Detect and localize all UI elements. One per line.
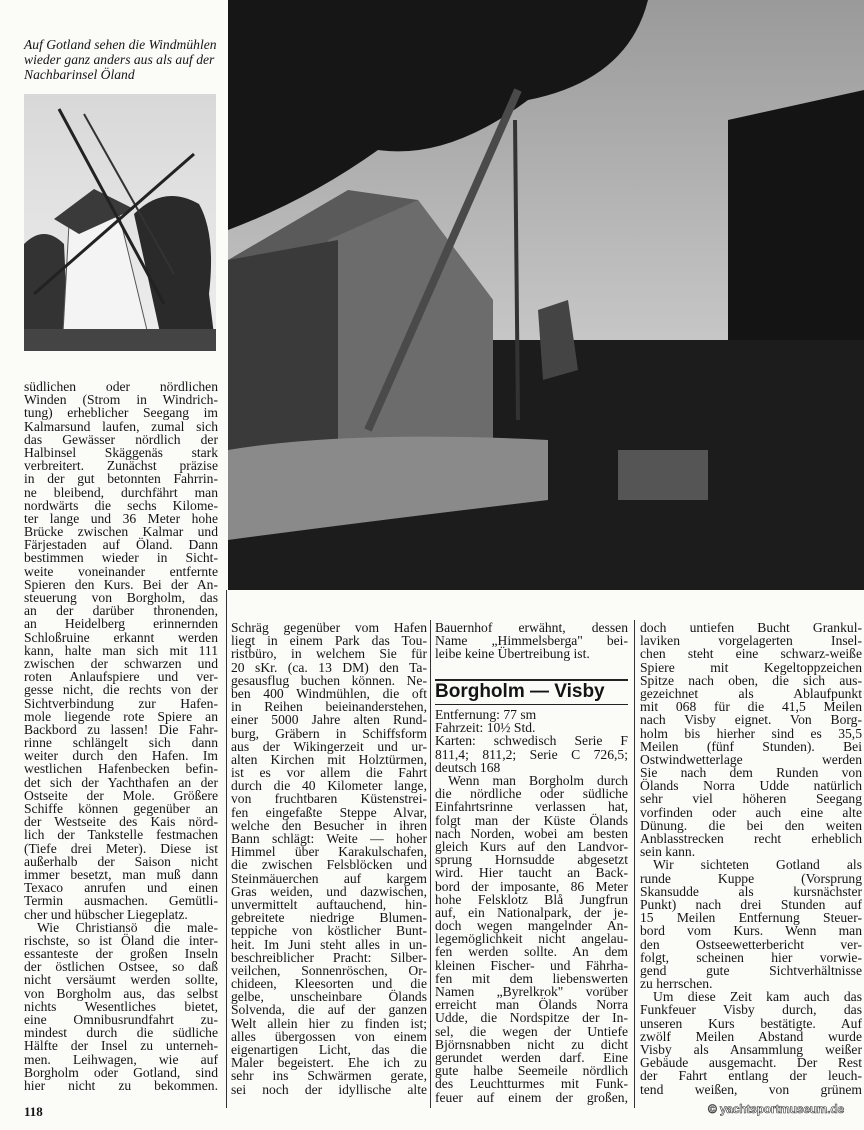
text-line: Winden (Strom in Windrich-	[24, 392, 218, 408]
watermark: © yachtsportmuseum.de	[708, 1102, 845, 1116]
info-line: Karten: schwedisch Serie F	[435, 733, 628, 749]
text-line: (Tiefe drei Meter). Diese ist	[24, 840, 218, 856]
text-line: Schloßruine erkannt werden	[24, 629, 218, 645]
text-line: Schräg gegenüber vom Hafen	[231, 620, 427, 635]
text-line: in Reihen beieinanderstehen,	[231, 699, 427, 715]
text-line: Ölands Norra Udde natürlich	[640, 778, 862, 794]
text-line: sein kann.	[640, 844, 696, 860]
text-line: Maler begeistert. Ehe ich zu	[231, 1055, 427, 1071]
text-line: Gebäude ausgemacht. Der Rest	[640, 1055, 862, 1071]
text-line: weite voneinander entfernte	[24, 563, 218, 579]
text-line: Name „Himmelsberga" bei-	[435, 633, 628, 649]
text-line: fen werden sollte. An dem	[435, 944, 628, 960]
text-line: außerhalb der Saison nicht	[24, 853, 218, 869]
text-line: gesse nicht, die rechts von der	[24, 682, 218, 698]
text-line: gebreitete niedrige Blumen-	[231, 910, 427, 926]
text-line: teppiche von köstlicher Bunt-	[231, 923, 427, 939]
text-line: folgt man der Küste Ölands	[435, 812, 628, 828]
text-line: sehr ins Schwärmen gerate,	[231, 1068, 427, 1084]
text-line: der Fahrt entlang der leuch-	[640, 1068, 862, 1084]
text-line: an der darüber thronenden,	[24, 603, 218, 619]
text-line: fen eingefaßte Steppe Alvar,	[231, 804, 427, 820]
column-divider	[226, 590, 227, 1108]
text-line: kann, halte man sich mit 111	[24, 642, 218, 658]
text-line: alten Kirchen mit Holztürmen,	[231, 751, 427, 767]
text-line: ter lange und 36 Meter hohe	[24, 510, 218, 526]
text-line: die zwischen Felsblöcken und	[231, 857, 427, 873]
text-line: aus der Wikingerzeit und ur-	[231, 738, 427, 754]
text-line: liegt in einem Park das Tou-	[231, 633, 427, 649]
text-line: gute halbe Seemeile nördlich	[435, 1063, 628, 1079]
text-line: Dünung. die bei den weiten	[640, 817, 862, 833]
text-line: Wie Christiansö die male-	[37, 919, 218, 935]
text-line: sel, die wegen der Untiefe	[435, 1023, 628, 1039]
text-line: Wir sichteten Gotland als	[653, 857, 862, 873]
text-line: Einfahrtsrinne verlassen hat,	[435, 799, 628, 815]
text-line: Termin ausmachen. Gemütli-	[24, 893, 218, 909]
text-line: hohe Felsklotz Blå Jungfrun	[435, 891, 628, 907]
text-line: heit. Im Juni steht alles in un-	[231, 936, 427, 952]
text-line: Schiffe können gegenüber an	[24, 801, 218, 816]
text-line: von Borgholm aus, das selbst	[24, 985, 218, 1001]
text-line: burg, Gräbern in Schiffsform	[231, 725, 427, 741]
text-line: durch die 40 Kilometer lange,	[231, 778, 427, 794]
text-line: ben 400 Windmühlen, die oft	[231, 685, 427, 701]
text-line: Wenn man Borgholm durch	[448, 773, 628, 788]
text-line: verbreitert. Zunächst präzise	[24, 458, 218, 474]
route-info	[435, 708, 628, 774]
text-line: gezeichnet als Ablaufpunkt	[640, 685, 862, 701]
column-divider	[430, 620, 431, 1108]
text-line: Funkfeuer Visby durch, das	[640, 1002, 862, 1018]
text-line: unseren Kurs bestätigte. Auf	[640, 1015, 862, 1031]
text-line: bord der imposante, 86 Meter	[435, 878, 628, 894]
text-line: 15 Meilen Entfernung Steuer-	[640, 910, 862, 926]
text-line: chen steht eine schwarz-weiße	[640, 646, 862, 662]
text-line: eigenartigen Licht, das die	[231, 1042, 427, 1057]
info-line: Entfernung: 77 sm	[435, 707, 537, 722]
text-line: Himmel über Karakulschafen,	[231, 844, 427, 860]
text-line: Visby als Ansammlung weißer	[640, 1042, 862, 1057]
text-line: die nördliche oder südliche	[435, 786, 628, 802]
text-line: Um diese Zeit kam auch das	[653, 989, 862, 1005]
text-column-3	[435, 774, 628, 1104]
text-line: gleich Kurs auf den Landvor-	[435, 838, 628, 854]
text-line: südlichen oder nördlichen	[24, 379, 218, 394]
text-line: legemöglichkeit nicht angelau-	[435, 931, 628, 947]
text-line: lich der Tankstelle festmachen	[24, 827, 218, 843]
text-line: gend gute Sichtverhältnisse	[640, 962, 862, 978]
text-line: Sichtverbindung zur Hafen-	[24, 695, 218, 711]
text-line: feuer auf einem der großen,	[435, 1089, 628, 1105]
text-line: folgt, scheinen hier vorwie-	[640, 949, 862, 965]
text-line: Punkt) nach drei Stunden auf	[640, 896, 862, 912]
section-heading: Borgholm — Visby	[435, 681, 605, 702]
photo-caption: Auf Gotland sehen die Windmühlen wieder ganz anders aus als auf der Nachbarinsel Öland	[24, 37, 217, 82]
column-divider	[634, 620, 635, 1108]
farmstead-photo	[228, 0, 864, 590]
text-line: immer besetzt, man muß dann	[24, 866, 218, 882]
text-line: gerundet werden darf. Eine	[435, 1049, 628, 1065]
text-line: steuerung von Borgholm, das	[24, 590, 218, 605]
text-line: ristbüro, in welchem Sie für	[231, 646, 427, 662]
text-line: beschreiblicher Pracht: Silber-	[231, 949, 427, 965]
text-line: holm bis hierher sind es 35,5	[640, 725, 862, 741]
text-line: nach Visby eignet. Von Borg-	[640, 712, 862, 728]
text-line: Spitze nach oben, die sich aus-	[640, 672, 862, 688]
text-line: Namen „Byrelkrok" vorüber	[435, 984, 628, 999]
text-line: bord vom Kurs. Wenn man	[640, 923, 862, 939]
text-column-1	[24, 380, 218, 1092]
text-line: cher und hübscher Liegeplatz.	[24, 906, 188, 922]
text-line: Skansudde als kursnächster	[640, 883, 862, 899]
text-line: auf, ein Nationalpark, der je-	[435, 904, 628, 920]
text-line: welche den Besucher in ihren	[231, 817, 427, 833]
text-line: laviken vorgelagerten Insel-	[640, 633, 862, 649]
text-line: rinne schlängelt sich dann	[24, 735, 218, 751]
text-line: rischste, so ist Öland die inter-	[24, 932, 218, 948]
text-line: unvermittelt auftauchend, hin-	[231, 896, 427, 912]
text-line: tend weißen, von grünem	[640, 1081, 862, 1097]
text-line: vorfinden oder auch eine alte	[640, 804, 862, 820]
text-line: gelbe, unscheinbare Ölands	[231, 989, 427, 1005]
text-line: Welt allein hier zu finden ist;	[231, 1015, 427, 1031]
text-line: Spiere mit Kegeltoppzeichen	[640, 659, 862, 675]
text-line: nichts Wesentliches bietet,	[24, 998, 218, 1014]
text-line: bestimmen wieder in Sicht-	[24, 550, 218, 566]
windmill-photo	[24, 94, 216, 351]
text-line: zu herrschen.	[640, 976, 713, 992]
text-line: des Leuchtturmes mit Funk-	[435, 1076, 628, 1092]
text-line: doch untiefen Bucht Grankul-	[640, 620, 862, 635]
text-line: runde Kuppe (Vorsprung	[640, 870, 862, 886]
text-line: erreicht man Ölands Norra	[435, 997, 628, 1013]
text-line: Anblasstrecken recht erheblich	[640, 831, 862, 846]
text-line: gesausflug buchen können. Ne-	[231, 672, 427, 688]
text-line: in der gut betonnten Fahrrin-	[24, 471, 218, 487]
text-line: mindest durch die südliche	[24, 1025, 218, 1041]
text-line: Backbord zu lassen! Die Fahr-	[24, 721, 218, 737]
text-line: chideen, Kleesorten und die	[231, 976, 427, 992]
text-line: Ostwindwetterlage werden	[640, 751, 862, 767]
text-column-4	[640, 621, 862, 1096]
text-line: Spieren den Kurs. Bei der An-	[24, 576, 218, 592]
text-line: westlichen Hafenbecken befin-	[24, 761, 218, 777]
text-line: Sie nach dem Runden von	[640, 765, 862, 781]
text-column-2	[231, 621, 427, 1096]
text-line: sprung Hornsudde abgesetzt	[435, 852, 628, 868]
info-line: Fahrzeit: 10½ Std.	[435, 720, 536, 736]
text-line: 20 sKr. (ca. 13 DM) den Ta-	[231, 659, 427, 675]
text-line: essanteste der großen Inseln	[24, 946, 218, 962]
text-line: hier nicht zu bekommen.	[24, 1077, 218, 1093]
text-line: mole liegende rote Spiere an	[24, 708, 218, 724]
text-line: Björnsnabben nicht zu dicht	[435, 1036, 628, 1052]
text-line: Udde, die Nordspitze der In-	[435, 1010, 628, 1026]
text-line: Solvenda, die auf der ganzen	[231, 1002, 427, 1018]
text-line: einer 5000 Jahre alten Rund-	[231, 712, 427, 728]
text-line: det sich der Yachthafen an der	[24, 774, 218, 790]
text-line: ne bleibend, durchfährt man	[24, 484, 218, 500]
text-line: kleinen Fischer- und Fährha-	[435, 957, 628, 973]
text-line: Bann schlägt: Weite — hoher	[231, 831, 427, 846]
text-line: doch wegen mangelnder An-	[435, 918, 628, 934]
info-line: 811,4; 811,2; Serie C 726,5;	[435, 746, 628, 762]
text-line: Gras weiden, und dazwischen,	[231, 883, 427, 899]
text-line: men. Leihwagen, wie auf	[24, 1051, 218, 1067]
text-line: leibe keine Übertreibung ist.	[435, 646, 590, 662]
text-line: Hälfte der Insel zu unterneh-	[24, 1038, 218, 1054]
info-line: deutsch 168	[435, 759, 501, 775]
text-line: tung) erheblicher Seegang im	[24, 405, 218, 421]
text-line: veilchen, Sonnenröschen, Or-	[231, 962, 427, 978]
text-line: nicht versäumt werden sollte,	[24, 972, 218, 988]
text-line: der Westseite des Kais nörd-	[24, 814, 218, 830]
text-line: fen mit dem liebenswerten	[435, 970, 628, 986]
text-line: Bauernhof erwähnt, dessen	[435, 620, 628, 635]
text-line: Ostseite der Mole. Größere	[24, 787, 218, 803]
text-line: das Gewässer nördlich der	[24, 431, 218, 447]
text-line: zwölf Meilen Abstand wurde	[640, 1028, 862, 1044]
text-line: zwischen der schwarzen und	[24, 655, 218, 671]
text-column-3-intro	[435, 621, 628, 661]
page-number: 118	[24, 1104, 43, 1119]
text-line: der östlichen Ostsee, so daß	[24, 959, 218, 975]
text-line: nordwärts die sechs Kilome-	[24, 497, 218, 513]
text-line: an Heidelberg erinnernden	[24, 616, 218, 632]
text-line: Färjestaden auf Öland. Dann	[24, 537, 218, 553]
text-line: den Ostseewetterbericht ver-	[640, 936, 862, 952]
text-line: Steinmäuerchen auf kargem	[231, 870, 427, 886]
text-line: wird. Hier taucht an Back-	[435, 865, 628, 881]
text-line: roten Anlaufspiere und ver-	[24, 669, 218, 685]
text-line: ist es vor allem die Fahrt	[231, 765, 427, 781]
text-line: Halbinsel Skäggenäs stark	[24, 444, 218, 460]
text-line: Texaco anrufen und einen	[24, 880, 218, 896]
text-line: weiter durch den Hafen. Im	[24, 748, 218, 764]
text-line: Meilen (fünf Stunden). Bei	[640, 738, 862, 754]
text-line: Borgholm oder Gotland, sind	[24, 1064, 218, 1080]
text-line: von fruchtbaren Küstenstrei-	[231, 791, 427, 807]
text-line: mit 068 für die 41,5 Meilen	[640, 699, 862, 715]
text-line: Brücke zwischen Kalmar und	[24, 524, 218, 540]
text-line: alles übergossen von einem	[231, 1028, 427, 1044]
text-line: nach Norden, wobei am besten	[435, 825, 628, 841]
text-line: sei noch der idyllische alte	[231, 1081, 427, 1097]
text-line: Kalmarsund laufen, zumal sich	[24, 418, 218, 434]
text-line: sehr viel höheren Seegang	[640, 791, 862, 807]
text-line: eine Omnibusrundfahrt zu-	[24, 1012, 218, 1027]
heading-rule-bottom	[435, 704, 628, 705]
